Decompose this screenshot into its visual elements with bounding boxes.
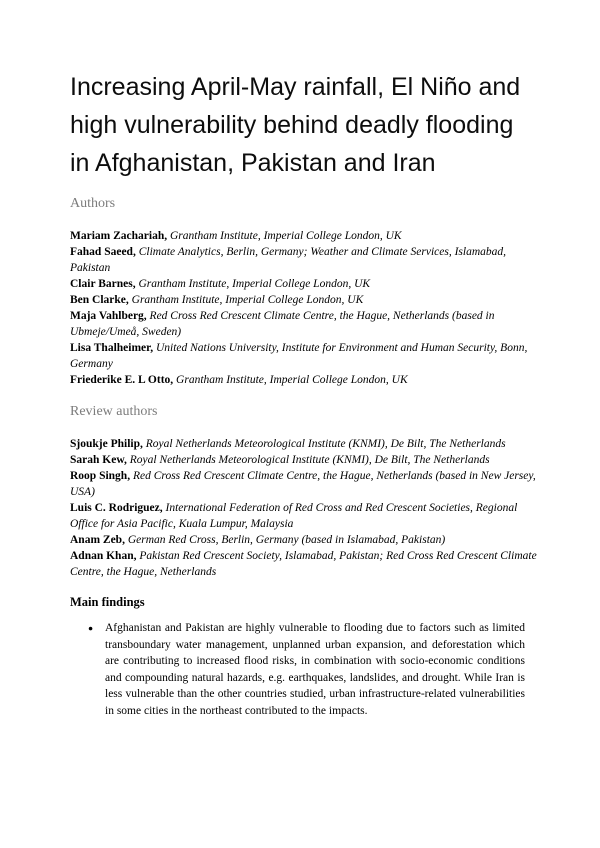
author-affiliation: Grantham Institute, Imperial College London, UK xyxy=(169,230,402,242)
document-title: Increasing April-May rainfall, El Niño and high vulnerability behind deadly flooding in Afghanistan, Pakistan and Iran xyxy=(70,73,521,177)
author-entry xyxy=(70,308,538,340)
author-affiliation: German Red Cross, Berlin, Germany (based in Islamabad, Pakistan) xyxy=(127,534,446,546)
author-affiliation: Royal Netherlands Meteorological Institute (KNMI), De Bilt, The Netherlands xyxy=(145,438,506,450)
review-author-entry xyxy=(70,452,538,468)
author-affiliation: Grantham Institute, Imperial College London, UK xyxy=(138,278,371,290)
author-name: Roop Singh, xyxy=(70,470,131,482)
author-affiliation: Red Cross Red Crescent Climate Centre, the Hague, Netherlands (based in Ubmeje/Umeå, Sweden) xyxy=(70,310,495,338)
authors-section-heading: Authors xyxy=(70,196,116,211)
finding-text: Afghanistan and Pakistan are highly vulnerable to flooding due to factors such as limited transboundary water management, unplanned urban expansion, and deforestation which are contributing to increased flood risks, in combination with socio-economic conditions and compounding natural hazards, e.g. earthquakes, landslides, and drought. While Iran is less vulnerable than the other countries studied, urban infrastructure-related vulnerabilities in some cities in the northeast contributed to the impacts. xyxy=(105,622,525,717)
author-affiliation: United Nations University, Institute for Environment and Human Security, Bonn, Germany xyxy=(70,342,528,370)
author-name: Adnan Khan, xyxy=(70,550,137,562)
finding-item xyxy=(88,620,538,719)
author-entry xyxy=(70,276,538,292)
review-authors-section-heading: Review authors xyxy=(70,404,158,419)
main-findings-heading: Main findings xyxy=(70,595,145,609)
author-affiliation: Grantham Institute, Imperial College London, UK xyxy=(131,294,364,306)
author-name: Ben Clarke, xyxy=(70,294,129,306)
author-name: Luis C. Rodriguez, xyxy=(70,502,163,514)
author-name: Friederike E. L Otto, xyxy=(70,374,174,386)
author-affiliation: Pakistan Red Crescent Society, Islamabad, Pakistan; Red Cross Red Crescent Climate Centre, the Hague, Netherlands xyxy=(70,550,537,578)
review-authors-list xyxy=(70,436,538,580)
author-name: Sjoukje Philip, xyxy=(70,438,143,450)
review-author-entry xyxy=(70,500,538,532)
author-affiliation: Grantham Institute, Imperial College London, UK xyxy=(176,374,408,386)
author-name: Fahad Saeed, xyxy=(70,246,136,258)
author-name: Anam Zeb, xyxy=(70,534,125,546)
review-author-entry xyxy=(70,468,538,500)
findings-list xyxy=(88,620,538,719)
review-author-entry xyxy=(70,548,538,580)
author-name: Sarah Kew, xyxy=(70,454,127,466)
review-author-entry xyxy=(70,436,538,452)
author-name: Maja Vahlberg, xyxy=(70,310,147,322)
author-entry xyxy=(70,292,538,308)
author-affiliation: Royal Netherlands Meteorological Institute (KNMI), De Bilt, The Netherlands xyxy=(129,454,490,466)
review-author-entry xyxy=(70,532,538,548)
author-entry xyxy=(70,372,538,388)
author-entry xyxy=(70,228,538,244)
author-affiliation: Climate Analytics, Berlin, Germany; Weather and Climate Services, Islamabad, Pakistan xyxy=(70,246,507,274)
author-entry xyxy=(70,244,538,276)
bullet-icon: ● xyxy=(88,623,94,633)
author-name: Lisa Thalheimer, xyxy=(70,342,154,354)
author-name: Mariam Zachariah, xyxy=(70,230,168,242)
authors-list xyxy=(70,228,538,388)
author-entry xyxy=(70,340,538,372)
author-name: Clair Barnes, xyxy=(70,278,136,290)
author-affiliation: International Federation of Red Cross and Red Crescent Societies, Regional Office for Asia Pacific, Kuala Lumpur, Malaysia xyxy=(70,502,518,530)
author-affiliation: Red Cross Red Crescent Climate Centre, the Hague, Netherlands (based in New Jersey, USA) xyxy=(70,470,536,498)
